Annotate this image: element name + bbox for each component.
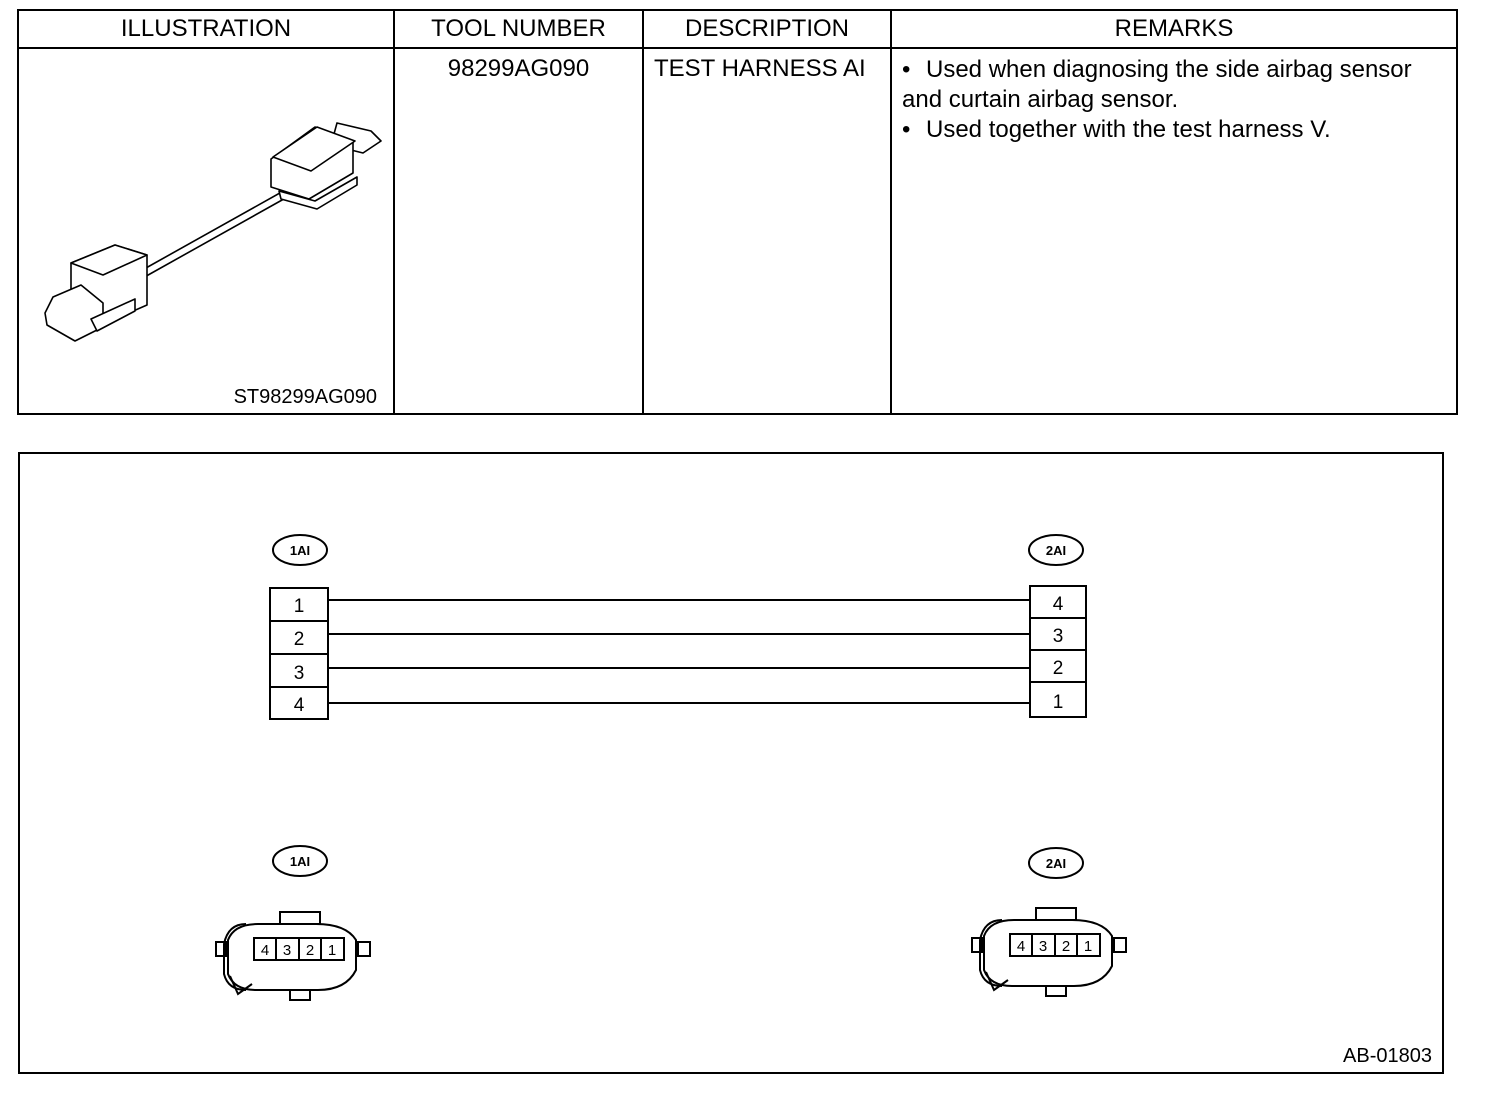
remark-line: • Used together with the test harness V.	[902, 116, 1331, 143]
description-cell: TEST HARNESS AI	[643, 48, 891, 414]
tool-table	[17, 9, 1458, 415]
bullet-icon: •	[902, 56, 911, 83]
left-pin-number: 3	[293, 663, 305, 684]
remarks-cell	[891, 48, 1457, 414]
connector-tag-left-label: 1AI	[289, 543, 311, 558]
face-pin-left: 3	[282, 942, 292, 959]
header-description: DESCRIPTION	[643, 10, 891, 48]
connector-tag-right-label: 2AI	[1045, 543, 1067, 558]
illustration-cell	[18, 48, 394, 414]
right-pin-number: 1	[1052, 692, 1064, 713]
bullet-icon: •	[902, 116, 911, 143]
face-pin-left: 4	[260, 942, 270, 959]
left-pin-number: 2	[293, 629, 305, 650]
tool-number-cell: 98299AG090	[394, 48, 643, 414]
illustration-caption: ST98299AG090	[233, 386, 377, 408]
right-pin-number: 3	[1052, 626, 1064, 647]
remark-line: and curtain airbag sensor.	[902, 86, 1179, 113]
table-row	[18, 48, 1457, 414]
right-pin-number: 4	[1052, 594, 1064, 615]
face-tag-right-label: 2AI	[1045, 856, 1067, 871]
figure-code: AB-01803	[1343, 1045, 1432, 1067]
face-pin-right: 1	[1083, 938, 1093, 955]
wiring-diagram	[18, 452, 1444, 1074]
connector-face-right	[972, 908, 1126, 996]
face-pin-right: 2	[1061, 938, 1071, 955]
header-illustration: ILLUSTRATION	[18, 10, 394, 48]
header-tool-number: TOOL NUMBER	[394, 10, 643, 48]
remark-line: • Used when diagnosing the side airbag sensor	[902, 56, 1412, 83]
face-pin-left: 2	[305, 942, 315, 959]
left-pin-number: 4	[293, 695, 305, 716]
face-pin-left: 1	[327, 942, 337, 959]
face-pin-right: 4	[1016, 938, 1026, 955]
connector-face-left	[216, 912, 370, 1000]
test-harness-illustration	[19, 49, 395, 417]
face-pin-right: 3	[1038, 938, 1048, 955]
right-pin-number: 2	[1052, 658, 1064, 679]
table-header-row	[18, 10, 1457, 48]
wiring-diagram-svg	[20, 454, 1442, 1072]
header-remarks: REMARKS	[891, 10, 1457, 48]
face-tag-left-label: 1AI	[289, 854, 311, 869]
left-pin-number: 1	[293, 596, 305, 617]
